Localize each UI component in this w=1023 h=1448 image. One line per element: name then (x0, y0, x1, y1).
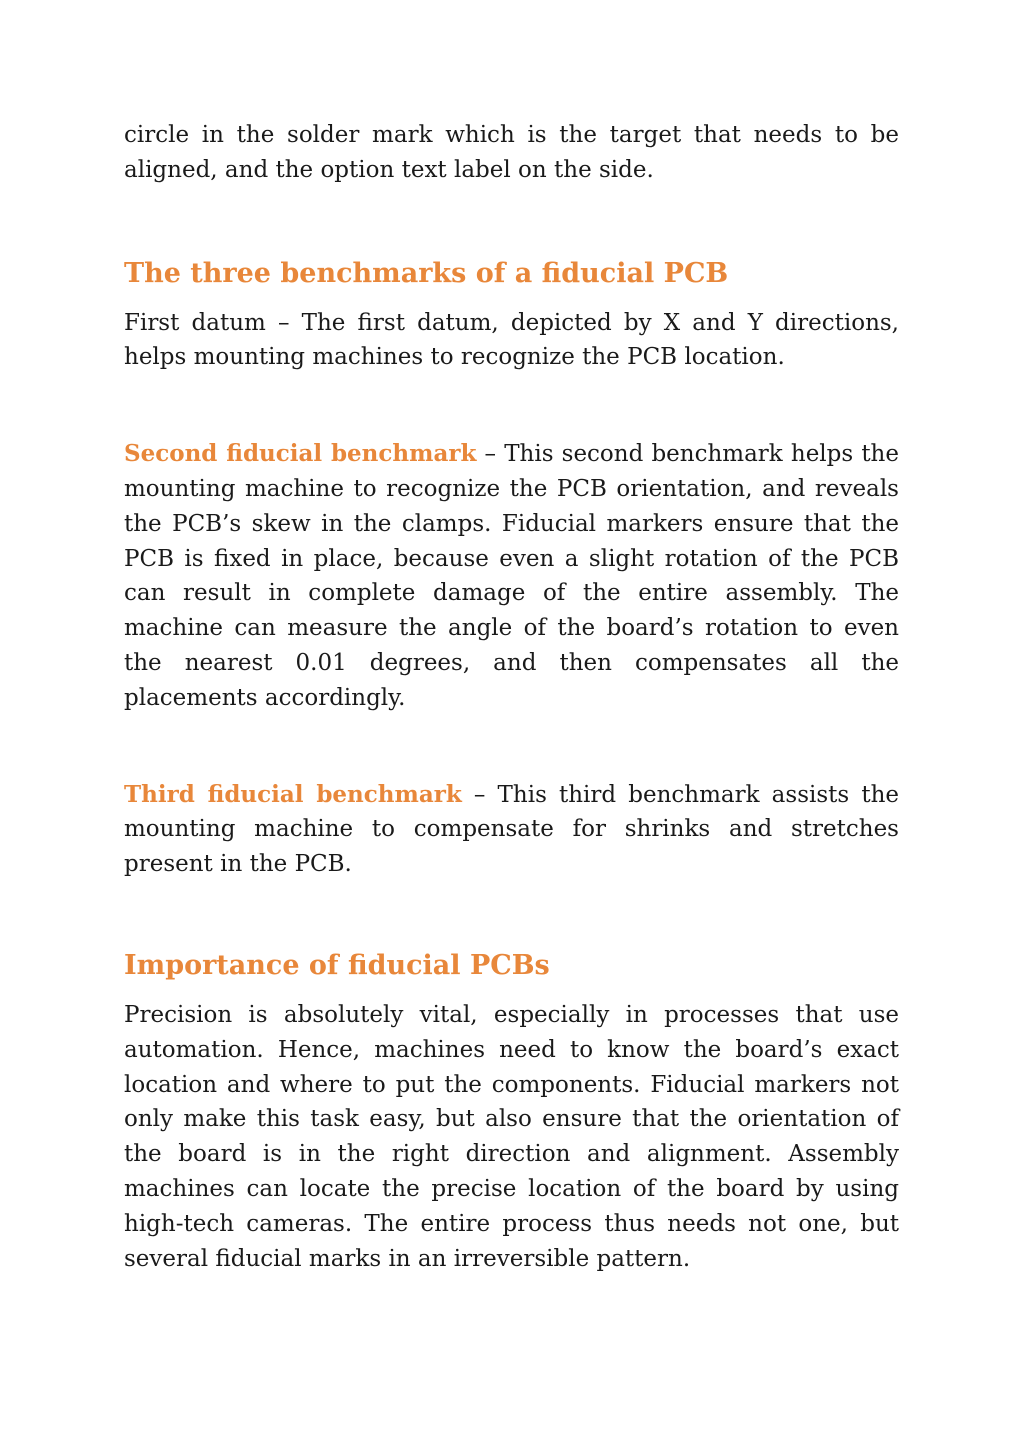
third-benchmark-text: – This third benchmark assists the mounting machine to compensate for shrinks and stretches present in the PCB. (124, 781, 900, 878)
second-benchmark-lead: Second fiducial benchmark (124, 440, 477, 468)
intro-paragraph: circle in the solder mark which is the target that needs to be aligned, and the option text label on the side. (124, 122, 899, 183)
third-benchmark-lead: Third fiducial benchmark (124, 780, 462, 808)
third-benchmark-paragraph (124, 778, 899, 882)
section-heading-benchmarks: The three benchmarks of a fiducial PCB (124, 257, 729, 289)
section-heading-importance: Importance of fiducial PCBs (124, 949, 550, 981)
first-datum-paragraph: First datum – The first datum, depicted by X and Y directions, helps mounting machines to recognize the PCB location. (124, 309, 899, 371)
importance-paragraph: Precision is absolutely vital, especially in processes that use automation. Hence, machines need to know the board’s exact location and where to put the components. Fiducial markers not only make this task easy, but also ensure that the orientation of the board is in the right direction and alignment. Assembly machines can locate the precise location of the board by using high-tech cameras. The entire process thus needs not one, but several fiducial marks in an irreversible pattern. (124, 1001, 899, 1272)
document-page (124, 118, 899, 1276)
second-benchmark-paragraph (124, 437, 899, 715)
second-benchmark-text: – This second benchmark helps the mounting machine to recognize the PCB orientation, and reveals the PCB’s skew in the clamps. Fiducial markers ensure that the PCB is fixed in place, because even a slight rotation of the PCB can result in complete damage of the entire assembly. The machine can measure the angle of the board’s rotation to even the nearest 0.01 degrees, and then compensates all the placements accordingly. (124, 441, 899, 711)
